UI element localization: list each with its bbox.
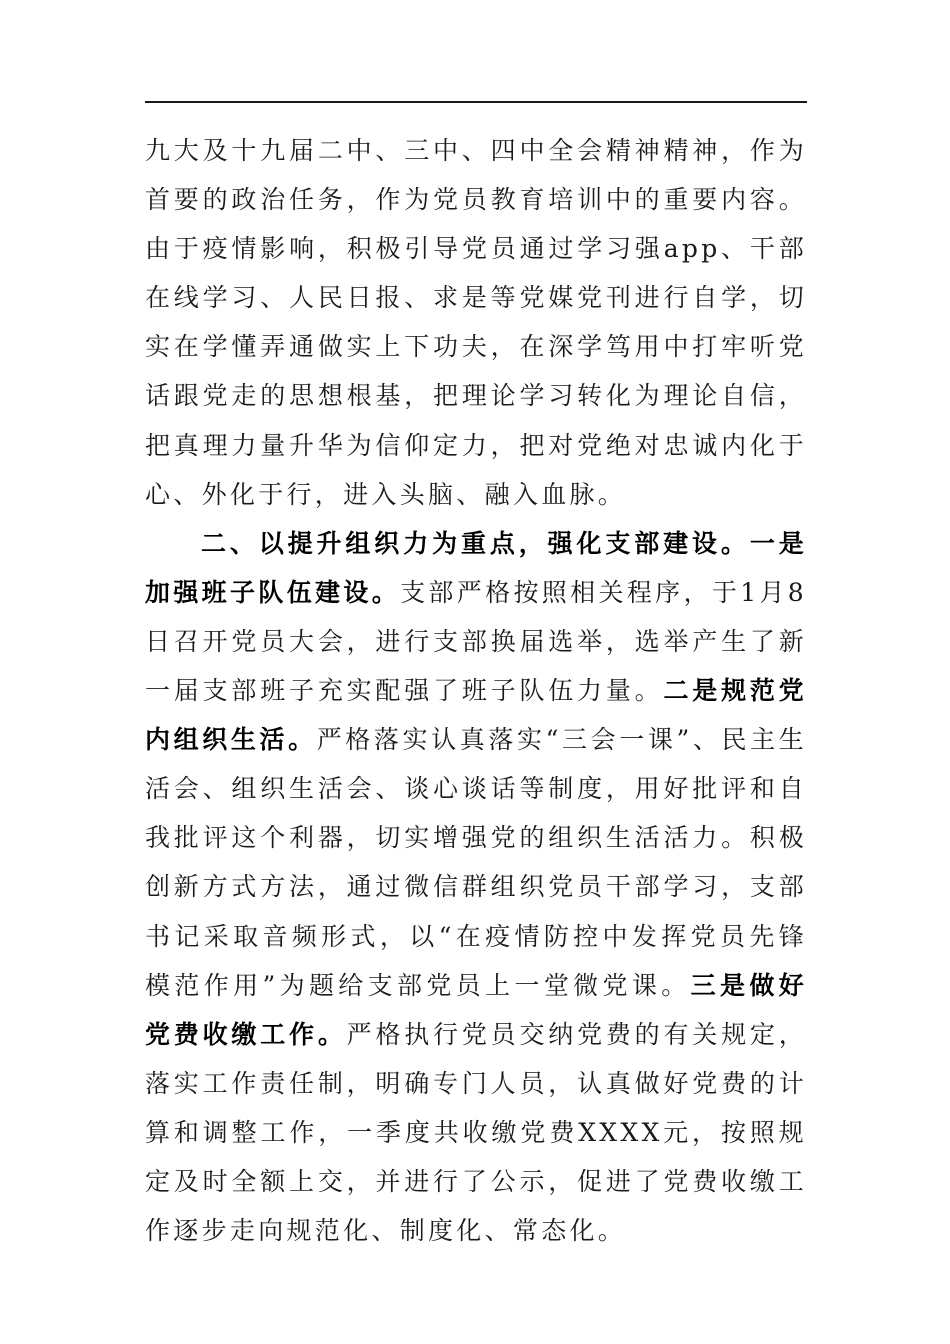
subheading-3: 三是做好党费收缴工作。 — [145, 970, 808, 1049]
paragraph-1 — [145, 126, 807, 519]
subheading-2: 二是规范党内组织生活。 — [145, 676, 807, 755]
paragraph-1-text: 九大及十九届二中、三中、四中全会精神精神，作为首要的政治任务，作为党员教育培训中的重要内容。由于疫情影响，积极引导党员通过学习强app、干部在线学习、人民日报、求是等党媒党刊进行自学，切实在学懂弄通做实上下功夫，在深学笃用中打牢听党话跟党走的思想根基，把理论学习转化为理论自信，把真理力量升华为信仰定力，把对党绝对忠诚内化于心、外化于行，进入头脑、融入血脉。 — [145, 136, 807, 509]
paragraph-2-text-2: 严格落实认真落实“三会一课”、民主生活会、组织生活会、谈心谈话等制度，用好批评和自我批评这个利器，切实增强党的组织生活活力。积极创新方式方法，通过微信群组织党员干部学习，支部书记采取音频形式，以“在疫情防控中发挥党员先锋模范作用”为题给支部党员上一堂微党课。 — [145, 725, 807, 1000]
section-heading: 二、以提升组织力为重点，强化支部建设。 — [201, 528, 750, 558]
paragraph-2-text-1: 支部严格按照相关程序，于1月8日召开党员大会，进行支部换届选举，选举产生了新一届支部班子充实配强了班子队伍力量。 — [145, 577, 807, 706]
paragraph-2 — [145, 519, 807, 1255]
header-rule — [145, 101, 807, 103]
subheading-1: 一是加强班子队伍建设。 — [145, 528, 807, 607]
paragraph-2-text-3: 严格执行党员交纳党费的有关规定，落实工作责任制，明确专门人员，认真做好党费的计算和调整工作，一季度共收缴党费XXXX元，按照规定及时全额上交，并进行了公示，促进了党费收缴工作逐步走向规范化、制度化、常态化。 — [145, 1019, 807, 1246]
document-body — [145, 126, 807, 1255]
document-page — [145, 0, 807, 1344]
